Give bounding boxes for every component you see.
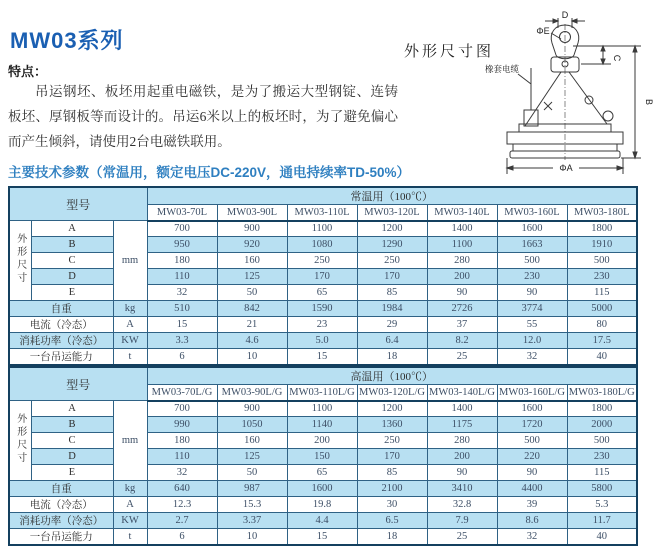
value-cell: 23 [287, 317, 357, 333]
value-cell: 280 [427, 253, 497, 269]
value-cell: 2726 [427, 301, 497, 317]
model-column-header: MW03-90L [217, 205, 287, 221]
dim-row-D [9, 269, 637, 285]
value-cell: 80 [567, 317, 637, 333]
value-cell: 700 [147, 401, 217, 417]
value-cell: 115 [567, 465, 637, 481]
model-column-header: MW03-70L [147, 205, 217, 221]
value-cell: 125 [217, 269, 287, 285]
value-cell: 5800 [567, 481, 637, 497]
diagram-title: 外形尺寸图 [404, 43, 495, 60]
spec-unit: t [113, 529, 147, 546]
spec-row [9, 497, 637, 513]
dim-row-E [9, 285, 637, 301]
value-cell: 19.8 [287, 497, 357, 513]
spec-label: 电流（冷态） [9, 497, 113, 513]
value-cell: 1720 [497, 417, 567, 433]
dim-group-label: 外形尺寸 [9, 221, 31, 301]
value-cell: 500 [497, 433, 567, 449]
value-cell: 3.3 [147, 333, 217, 349]
model-column-header: MW03-110L/G [287, 385, 357, 401]
spec-label: 自重 [9, 301, 113, 317]
value-cell: 1100 [427, 237, 497, 253]
spec-unit: KW [113, 333, 147, 349]
value-cell: 200 [427, 269, 497, 285]
value-cell: 230 [497, 269, 567, 285]
spec-unit: A [113, 497, 147, 513]
group-header: 常温用（100℃） [147, 187, 637, 205]
dim-group-label: 外形尺寸 [9, 401, 31, 481]
value-cell: 1050 [217, 417, 287, 433]
value-cell: 2100 [357, 481, 427, 497]
value-cell: 65 [287, 285, 357, 301]
group-header: 高温用（100℃） [147, 367, 637, 385]
value-cell: 11.7 [567, 513, 637, 529]
value-cell: 510 [147, 301, 217, 317]
value-cell: 115 [567, 285, 637, 301]
features-label: 特点： [8, 64, 48, 79]
spec-label: 一台吊运能力 [9, 349, 113, 366]
value-cell: 1290 [357, 237, 427, 253]
value-cell: 500 [567, 433, 637, 449]
spec-label: 消耗功率（冷态） [9, 333, 113, 349]
dimension-diagram [415, 10, 654, 182]
page-title: MW03系列 [10, 28, 124, 53]
value-cell: 32 [497, 349, 567, 366]
value-cell: 3774 [497, 301, 567, 317]
value-cell: 40 [567, 529, 637, 546]
value-cell: 39 [497, 497, 567, 513]
value-cell: 200 [287, 433, 357, 449]
value-cell: 1100 [287, 401, 357, 417]
value-cell: 500 [497, 253, 567, 269]
value-cell: 6.4 [357, 333, 427, 349]
dim-name: C [31, 253, 113, 269]
model-header: 型号 [9, 187, 147, 221]
spec-row [9, 529, 637, 546]
value-cell: 500 [567, 253, 637, 269]
value-cell: 3.37 [217, 513, 287, 529]
value-cell: 5.0 [287, 333, 357, 349]
value-cell: 85 [357, 285, 427, 301]
value-cell: 1984 [357, 301, 427, 317]
value-cell: 85 [357, 465, 427, 481]
model-column-header: MW03-90L/G [217, 385, 287, 401]
value-cell: 29 [357, 317, 427, 333]
value-cell: 1663 [497, 237, 567, 253]
spec-unit: A [113, 317, 147, 333]
table-high-temp [8, 366, 636, 546]
value-cell: 1400 [427, 401, 497, 417]
spec-unit: kg [113, 481, 147, 497]
dim-row-C [9, 253, 637, 269]
model-column-header: MW03-140L [427, 205, 497, 221]
value-cell: 15 [287, 529, 357, 546]
dim-label-phi-a: ΦA [559, 163, 573, 173]
value-cell: 170 [357, 449, 427, 465]
value-cell: 15 [287, 349, 357, 366]
dim-label-phi-e: ΦE [536, 26, 550, 36]
spec-tables [8, 186, 636, 546]
value-cell: 110 [147, 269, 217, 285]
value-cell: 125 [217, 449, 287, 465]
value-cell: 50 [217, 465, 287, 481]
value-cell: 1600 [497, 401, 567, 417]
spec-label: 一台吊运能力 [9, 529, 113, 546]
value-cell: 30 [357, 497, 427, 513]
value-cell: 15.3 [217, 497, 287, 513]
spec-row [9, 333, 637, 349]
value-cell: 170 [357, 269, 427, 285]
value-cell: 1200 [357, 401, 427, 417]
value-cell: 6 [147, 529, 217, 546]
dim-row-B [9, 417, 637, 433]
dim-name: B [31, 237, 113, 253]
cable-label: 橡套电缆 [485, 64, 520, 74]
model-column-header: MW03-120L/G [357, 385, 427, 401]
value-cell: 150 [287, 449, 357, 465]
value-cell: 900 [217, 221, 287, 237]
spec-row [9, 317, 637, 333]
value-cell: 1800 [567, 401, 637, 417]
value-cell: 65 [287, 465, 357, 481]
dim-name: C [31, 433, 113, 449]
value-cell: 1590 [287, 301, 357, 317]
table-normal-temp [8, 186, 636, 366]
value-cell: 32 [147, 465, 217, 481]
value-cell: 1200 [357, 221, 427, 237]
spec-row [9, 481, 637, 497]
spec-table-2 [8, 366, 638, 546]
dim-name: A [31, 221, 113, 237]
value-cell: 2000 [567, 417, 637, 433]
spec-label: 消耗功率（冷态） [9, 513, 113, 529]
value-cell: 12.0 [497, 333, 567, 349]
value-cell: 2.7 [147, 513, 217, 529]
dim-row-B [9, 237, 637, 253]
value-cell: 6 [147, 349, 217, 366]
model-column-header: MW03-140L/G [427, 385, 497, 401]
features-text: 吊运钢坯、板坯用起重电磁铁，是为了搬运大型钢锭、连铸板坯、厚钢板等而设计的。吊运6米以上的板坯时，为了避免偏心而产生倾斜，请使用2台电磁铁联用。 [8, 84, 398, 149]
model-column-header: MW03-180L [567, 205, 637, 221]
value-cell: 10 [217, 529, 287, 546]
dim-row-E [9, 465, 637, 481]
value-cell: 12.3 [147, 497, 217, 513]
dim-name: A [31, 401, 113, 417]
value-cell: 90 [497, 285, 567, 301]
value-cell: 3410 [427, 481, 497, 497]
value-cell: 1600 [497, 221, 567, 237]
value-cell: 4400 [497, 481, 567, 497]
value-cell: 50 [217, 285, 287, 301]
spec-unit: KW [113, 513, 147, 529]
dim-label-b: B [644, 98, 654, 106]
value-cell: 180 [147, 433, 217, 449]
spec-row [9, 301, 637, 317]
model-column-header: MW03-180L/G [567, 385, 637, 401]
value-cell: 18 [357, 349, 427, 366]
model-column-header: MW03-110L [287, 205, 357, 221]
dim-name: D [31, 449, 113, 465]
value-cell: 15 [147, 317, 217, 333]
value-cell: 90 [427, 465, 497, 481]
value-cell: 4.4 [287, 513, 357, 529]
value-cell: 842 [217, 301, 287, 317]
dim-unit: mm [113, 221, 147, 301]
model-column-header: MW03-160L [497, 205, 567, 221]
dim-name: D [31, 269, 113, 285]
value-cell: 90 [497, 465, 567, 481]
dim-label-d: D [561, 10, 569, 20]
value-cell: 230 [567, 269, 637, 285]
value-cell: 230 [567, 449, 637, 465]
value-cell: 10 [217, 349, 287, 366]
value-cell: 1800 [567, 221, 637, 237]
value-cell: 160 [217, 433, 287, 449]
value-cell: 920 [217, 237, 287, 253]
value-cell: 1080 [287, 237, 357, 253]
value-cell: 25 [427, 349, 497, 366]
value-cell: 280 [427, 433, 497, 449]
dim-row-A [9, 221, 637, 237]
value-cell: 200 [427, 449, 497, 465]
value-cell: 220 [497, 449, 567, 465]
value-cell: 18 [357, 529, 427, 546]
model-column-header: MW03-120L [357, 205, 427, 221]
value-cell: 250 [287, 253, 357, 269]
value-cell: 250 [357, 433, 427, 449]
value-cell: 1140 [287, 417, 357, 433]
spec-unit: t [113, 349, 147, 366]
model-header: 型号 [9, 367, 147, 401]
spec-row [9, 349, 637, 366]
value-cell: 8.2 [427, 333, 497, 349]
dim-name: E [31, 465, 113, 481]
value-cell: 990 [147, 417, 217, 433]
value-cell: 25 [427, 529, 497, 546]
dim-unit: mm [113, 401, 147, 481]
value-cell: 640 [147, 481, 217, 497]
value-cell: 90 [427, 285, 497, 301]
value-cell: 17.5 [567, 333, 637, 349]
value-cell: 1175 [427, 417, 497, 433]
value-cell: 250 [357, 253, 427, 269]
value-cell: 170 [287, 269, 357, 285]
value-cell: 32.8 [427, 497, 497, 513]
value-cell: 7.9 [427, 513, 497, 529]
model-column-header: MW03-70L/G [147, 385, 217, 401]
value-cell: 5.3 [567, 497, 637, 513]
dim-label-c: C [612, 54, 622, 62]
value-cell: 1100 [287, 221, 357, 237]
value-cell: 110 [147, 449, 217, 465]
value-cell: 37 [427, 317, 497, 333]
spec-label: 自重 [9, 481, 113, 497]
dim-name: B [31, 417, 113, 433]
spec-label: 电流（冷态） [9, 317, 113, 333]
spec-unit: kg [113, 301, 147, 317]
value-cell: 1400 [427, 221, 497, 237]
value-cell: 55 [497, 317, 567, 333]
dim-row-C [9, 433, 637, 449]
spec-row [9, 513, 637, 529]
value-cell: 700 [147, 221, 217, 237]
value-cell: 987 [217, 481, 287, 497]
params-heading: 主要技术参数（常温用，额定电压DC-220V，通电持续率TD-50%） [8, 165, 411, 180]
value-cell: 5000 [567, 301, 637, 317]
dim-name: E [31, 285, 113, 301]
value-cell: 950 [147, 237, 217, 253]
model-column-header: MW03-160L/G [497, 385, 567, 401]
value-cell: 180 [147, 253, 217, 269]
value-cell: 900 [217, 401, 287, 417]
value-cell: 21 [217, 317, 287, 333]
value-cell: 1360 [357, 417, 427, 433]
value-cell: 40 [567, 349, 637, 366]
dim-row-A [9, 401, 637, 417]
value-cell: 1600 [287, 481, 357, 497]
dim-row-D [9, 449, 637, 465]
value-cell: 32 [497, 529, 567, 546]
value-cell: 32 [147, 285, 217, 301]
value-cell: 1910 [567, 237, 637, 253]
value-cell: 4.6 [217, 333, 287, 349]
value-cell: 160 [217, 253, 287, 269]
value-cell: 6.5 [357, 513, 427, 529]
value-cell: 8.6 [497, 513, 567, 529]
spec-table-1 [8, 186, 638, 366]
